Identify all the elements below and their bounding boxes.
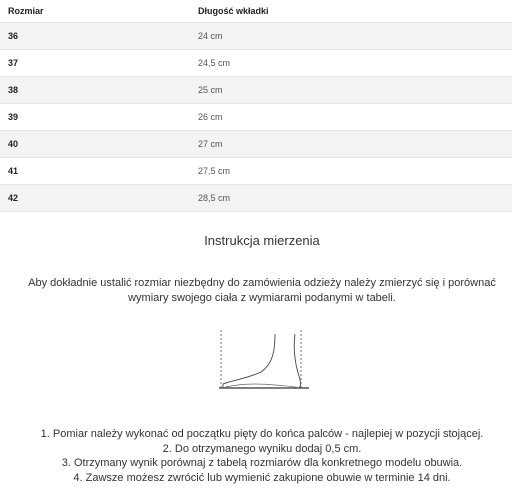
instruction-step: 4. Zawsze możesz zwrócić lub wymienić zakupione obuwie w terminie 14 dni. xyxy=(73,471,451,484)
table-header-row xyxy=(0,0,512,23)
size-cell: 40 xyxy=(0,131,198,158)
foot-measurement-illustration xyxy=(215,328,311,394)
table-row xyxy=(0,50,512,77)
instruction-step: 1. Pomiar należy wykonać od początku pięty do końca palców - najlepiej w pozycji stojącej. xyxy=(40,428,484,440)
length-cell: 24 cm xyxy=(198,23,512,50)
length-cell: 25 cm xyxy=(198,77,512,104)
size-cell: 41 xyxy=(0,158,198,185)
length-cell: 26 cm xyxy=(198,104,512,131)
header-insole-length: Długość wkładki xyxy=(198,0,512,23)
instruction-step: 2. Do otrzymanego wyniku dodaj 0,5 cm. xyxy=(162,442,362,455)
size-cell: 39 xyxy=(0,104,198,131)
length-cell: 28,5 cm xyxy=(198,185,512,212)
table-row xyxy=(0,77,512,104)
table-row xyxy=(0,131,512,158)
size-cell: 38 xyxy=(0,77,198,104)
length-cell: 27 cm xyxy=(198,131,512,158)
size-cell: 36 xyxy=(0,23,198,50)
table-row xyxy=(0,104,512,131)
instructions-intro: Aby dokładnie ustalić rozmiar niezbędny do zamówienia odzieży należy zmierzyć się i porównać wymiary swojego ciała z wymiarami podanymi w tabeli. xyxy=(28,277,496,304)
instruction-step: 3. Otrzymany wynik porównaj z tabelą rozmiarów dla konkretnego modelu obuwia. xyxy=(61,457,463,469)
table-row xyxy=(0,158,512,185)
length-cell: 24,5 cm xyxy=(198,50,512,77)
table-row xyxy=(0,23,512,50)
instructions-steps xyxy=(0,427,512,485)
length-cell: 27,5 cm xyxy=(198,158,512,185)
table-row xyxy=(0,185,512,212)
size-table xyxy=(0,0,512,212)
size-cell: 37 xyxy=(0,50,198,77)
size-cell: 42 xyxy=(0,185,198,212)
header-size: Rozmiar xyxy=(0,0,198,23)
instructions-title: Instrukcja mierzenia xyxy=(204,233,320,248)
